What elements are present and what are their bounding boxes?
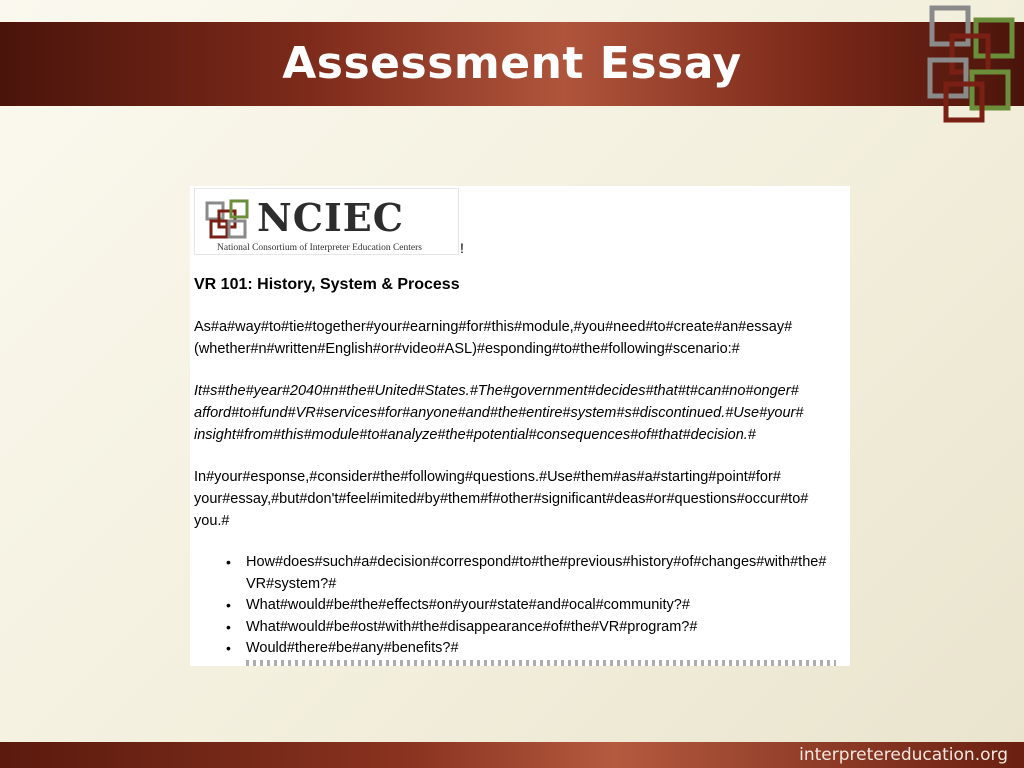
list-item: • How#does#such#a#decision#correspond#to#the#previous#history#of#changes#with#the# VR#system?# [212,552,850,595]
nciec-squares-icon [205,199,253,241]
nciec-logo [194,188,459,255]
document-heading: VR 101: History, System & Process [194,276,460,293]
logo-trailing-mark: ! [460,240,464,256]
corner-squares-logo [924,2,1020,126]
essay-document [190,186,850,666]
nciec-logo-text: NCIEC [257,195,404,240]
truncated-text-line [246,660,836,666]
list-item: • Would#there#be#any#benefits?# [212,638,850,660]
list-item: • What#would#be#the#effects#on#your#state#and#ocal#community?# [212,595,850,617]
footer-url: interpretereducation.org [799,745,1008,765]
title-bar [0,22,1024,106]
footer-bar [0,742,1024,768]
scenario-paragraph: It#s#the#year#2040#n#the#United#States.#The#government#decides#that#t#can#no#onger# afford#to#fund#VR#services#for#anyone#and#the#entire#system#s#discontinued.#Use#your# insight#from#this#module#to#analyze#the#potential#consequences#of#that#decision.# [194,383,804,443]
instructions-paragraph: In#your#esponse,#consider#the#following#questions.#Use#them#as#a#starting#point#for# your#essay,#but#don't#feel#imited#by#them#f#other#significant#deas#or#questions#occur#to# you.# [194,469,809,529]
nciec-logo-subtitle: National Consortium of Interpreter Education Centers [217,243,422,253]
list-item: • What#would#be#ost#with#the#disappearance#of#the#VR#program?# [212,617,850,639]
question-list [212,552,850,660]
intro-paragraph: As#a#way#to#tie#together#your#earning#for#this#module,#you#need#to#create#an#essay# (whether#n#written#English#or#video#ASL)#esponding#to#the#following#scenario:# [194,319,793,357]
slide-title: Assessment Essay [282,38,742,89]
